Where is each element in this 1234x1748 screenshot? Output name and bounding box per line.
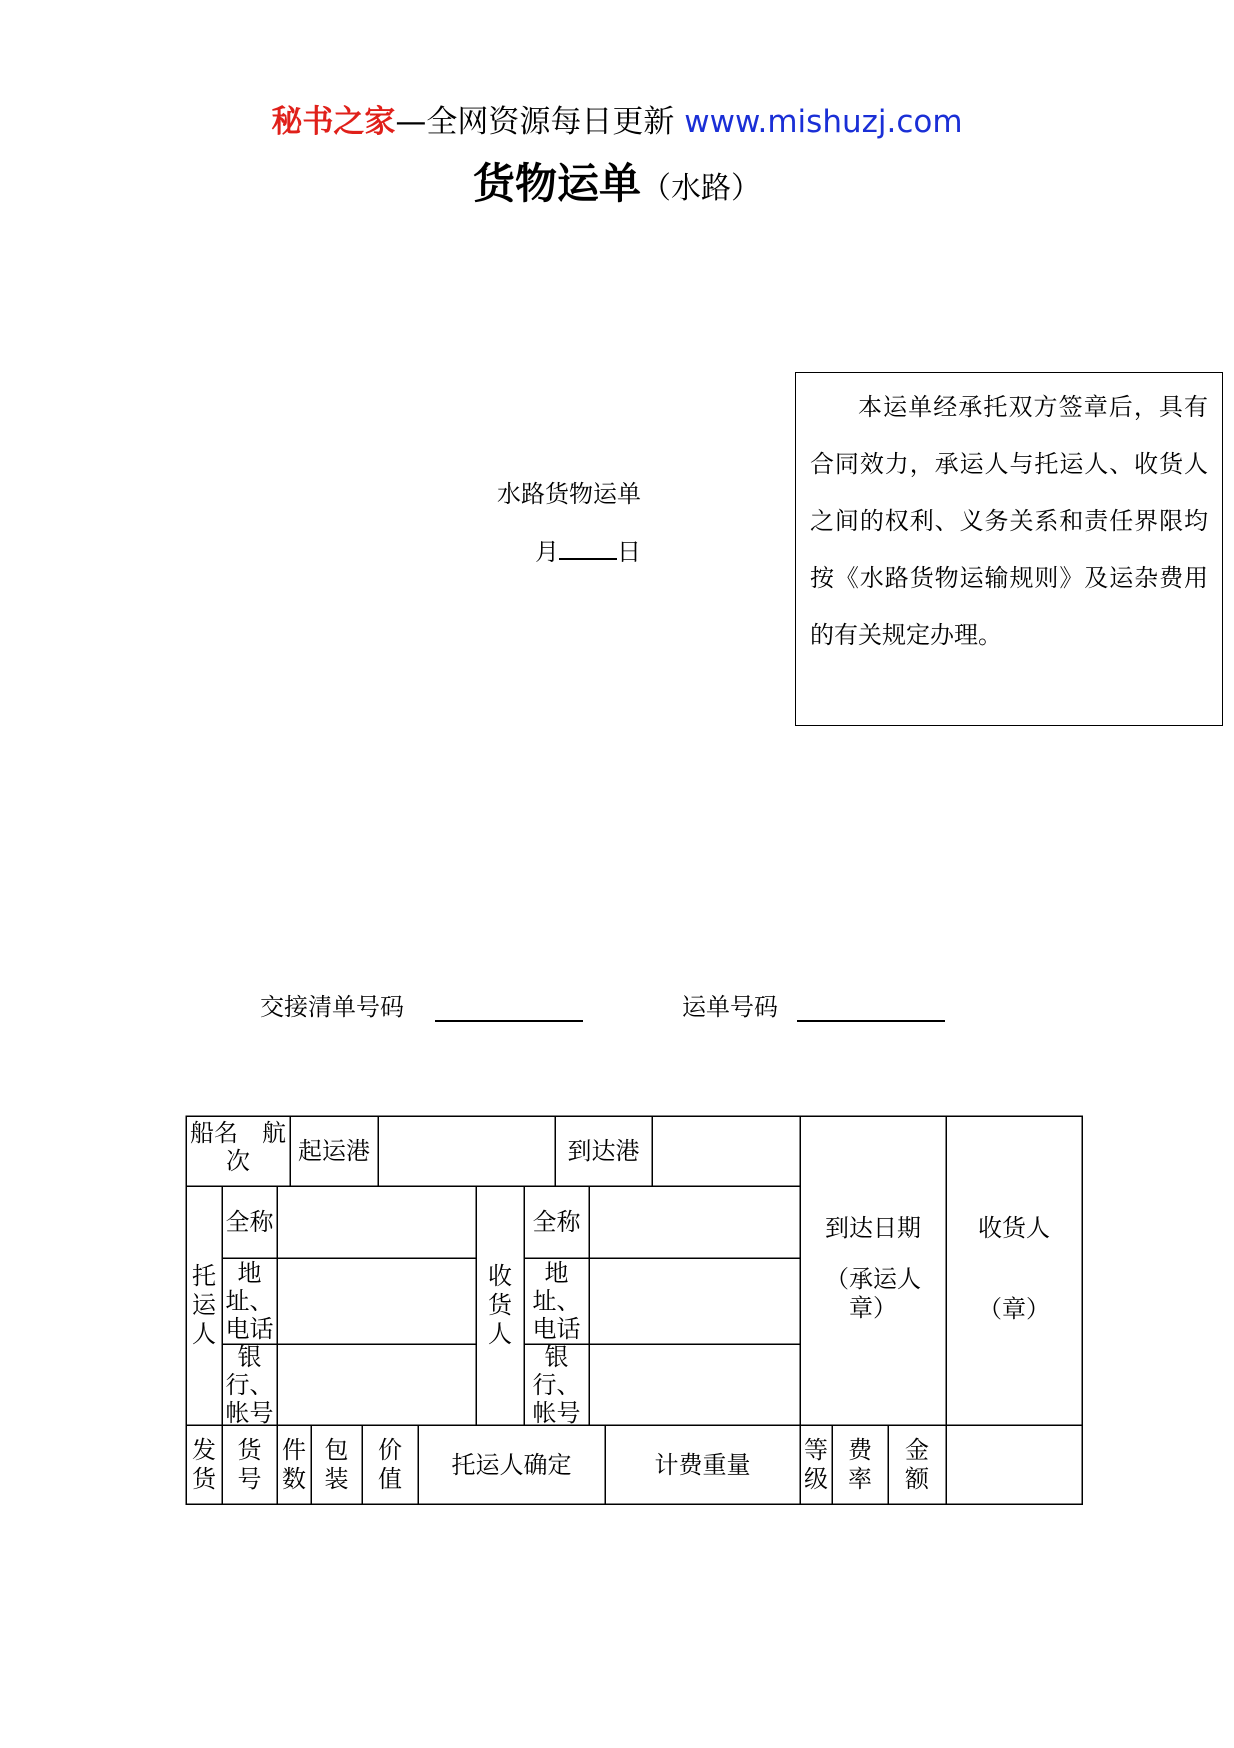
shipper-address-field[interactable] [277, 1258, 476, 1344]
col-packing [311, 1425, 362, 1504]
consignee-stamp-label: （章） [978, 1295, 1050, 1323]
form-name: 水路货物运单 [497, 480, 641, 508]
col-pieces-text: 件数 [282, 1435, 306, 1493]
receiver-bank-text: 银行、帐号 [532, 1342, 581, 1427]
shipper-address-label [222, 1258, 277, 1344]
banner-brand: 秘书之家 [271, 104, 396, 140]
notice-text: 本运单经承托双方签章后，具有合同效力，承运人与托运人、收货人之间的权利、义务关系和责任界限均按《水路货物运输规则》及运杂费用的有关规定办理。 [810, 393, 1208, 649]
col-grade [800, 1425, 832, 1504]
shipper-bank-text: 银行、帐号 [225, 1342, 274, 1427]
col-shipper-confirmed: 托运人确定 [451, 1450, 572, 1479]
col-amount-text: 金额 [905, 1435, 929, 1493]
col-goods-no [222, 1425, 277, 1504]
receiver-bank-field[interactable] [589, 1344, 800, 1425]
month-label: 月 [535, 538, 559, 566]
col-value [362, 1425, 418, 1504]
col-goods-no-text: 货号 [237, 1435, 262, 1493]
title-sub: （水路） [641, 171, 761, 206]
arrival-date-label: 到达日期 [825, 1214, 921, 1242]
receiver-address-label [524, 1258, 589, 1344]
col-shipping [186, 1425, 222, 1504]
title-main: 货物运单 [472, 159, 641, 208]
shipper-fullname-label: 全称 [225, 1208, 274, 1236]
receiver-address-field[interactable] [589, 1258, 800, 1344]
shipper-text: 托运人 [192, 1262, 216, 1348]
receiver-text: 收货人 [488, 1262, 512, 1348]
receiver-fullname-field[interactable] [589, 1186, 800, 1258]
shipper-bank-field[interactable] [277, 1344, 476, 1425]
receiver-label [476, 1186, 524, 1425]
col-value-text: 价值 [378, 1435, 402, 1493]
col-shipping-text: 发货 [192, 1435, 216, 1493]
col-chargeable-weight: 计费重量 [654, 1450, 751, 1479]
banner-slogan: —全网资源每日更新 [395, 104, 675, 140]
shipper-bank-label [222, 1344, 277, 1425]
handover-list-label: 交接清单号码 [260, 993, 404, 1021]
receiver-address-text: 地址、电话 [532, 1259, 581, 1343]
origin-port-label: 起运港 [298, 1137, 370, 1165]
carrier-stamp-label: （承运人章） [825, 1265, 921, 1322]
waybill-number-label: 运单号码 [682, 993, 778, 1021]
col-pieces [277, 1425, 311, 1504]
shipper-label [186, 1186, 222, 1425]
dest-port-field[interactable] [652, 1116, 800, 1186]
col-rate [832, 1425, 888, 1504]
receiver-bank-label [524, 1344, 589, 1425]
dest-port-label: 到达港 [567, 1137, 640, 1165]
col-rate-text: 费率 [848, 1435, 872, 1493]
ship-voyage-label: 船名 航次 [190, 1119, 286, 1175]
origin-port-field[interactable] [378, 1116, 555, 1186]
receiver-fullname-label: 全称 [532, 1208, 581, 1236]
col-grade-text: 等级 [804, 1435, 828, 1493]
col-amount [888, 1425, 946, 1504]
consignee-header-label: 收货人 [978, 1214, 1050, 1242]
banner-url[interactable]: www.mishuzj.com [684, 104, 963, 140]
day-label: 日 [617, 538, 641, 566]
shipper-address-text: 地址、电话 [225, 1259, 274, 1343]
col-packing-text: 包装 [324, 1435, 349, 1493]
shipper-fullname-field[interactable] [277, 1186, 476, 1258]
